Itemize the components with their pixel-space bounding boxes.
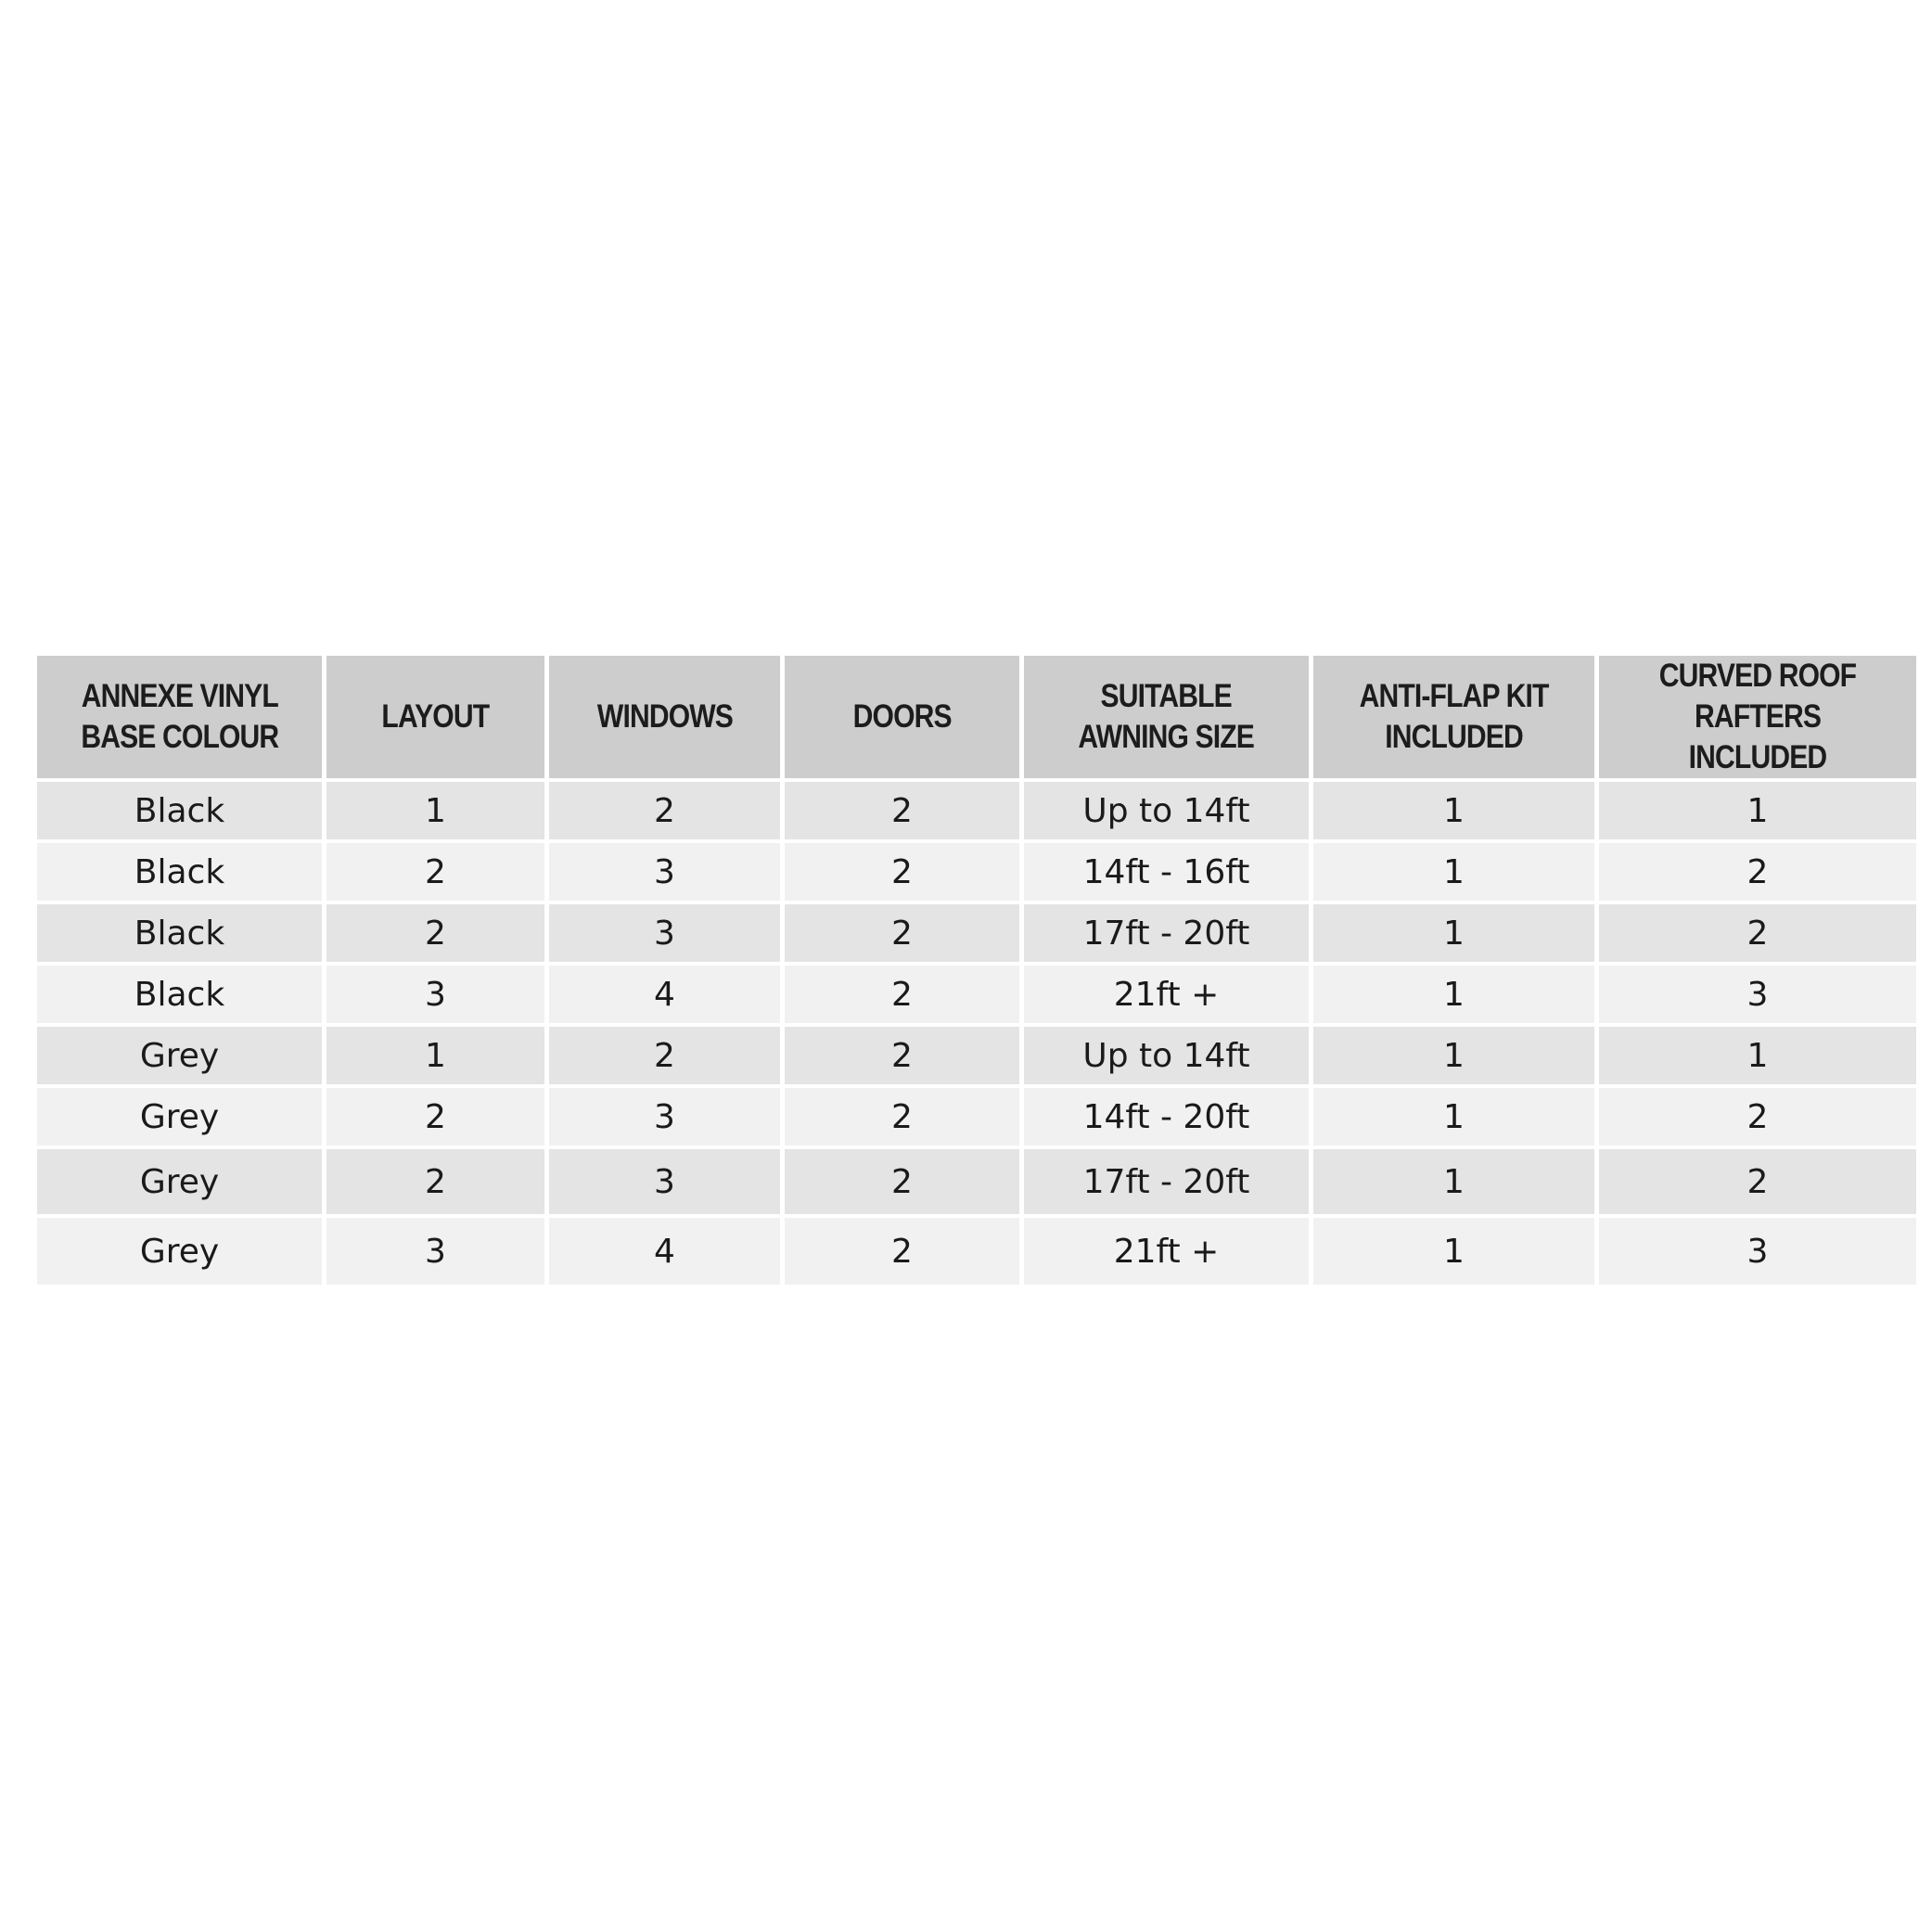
cell-windows: 4 xyxy=(549,966,780,1023)
cell-anti-flap-kit: 1 xyxy=(1313,782,1594,839)
cell-anti-flap-kit: 1 xyxy=(1313,1088,1594,1145)
cell-windows: 3 xyxy=(549,1149,780,1214)
cell-windows: 3 xyxy=(549,843,780,901)
table-row xyxy=(37,1149,1916,1214)
cell-curved-roof-rafters: 2 xyxy=(1599,1088,1916,1145)
cell-layout: 3 xyxy=(326,966,544,1023)
cell-base-colour: Black xyxy=(37,843,322,901)
cell-base-colour: Black xyxy=(37,966,322,1023)
cell-layout: 1 xyxy=(326,782,544,839)
cell-doors: 2 xyxy=(785,966,1019,1023)
spec-table xyxy=(32,652,1921,1288)
table-row xyxy=(37,782,1916,839)
cell-anti-flap-kit: 1 xyxy=(1313,904,1594,962)
cell-awning-size: Up to 14ft xyxy=(1024,782,1309,839)
cell-curved-roof-rafters: 1 xyxy=(1599,1027,1916,1084)
cell-doors: 2 xyxy=(785,843,1019,901)
cell-curved-roof-rafters: 3 xyxy=(1599,966,1916,1023)
cell-doors: 2 xyxy=(785,1218,1019,1285)
cell-anti-flap-kit: 1 xyxy=(1313,1027,1594,1084)
cell-awning-size: 17ft - 20ft xyxy=(1024,1149,1309,1214)
header-anti-flap-kit: ANTI-FLAP KIT INCLUDED xyxy=(1313,656,1594,778)
cell-curved-roof-rafters: 2 xyxy=(1599,1149,1916,1214)
cell-windows: 2 xyxy=(549,1027,780,1084)
cell-layout: 2 xyxy=(326,1149,544,1214)
cell-awning-size: 17ft - 20ft xyxy=(1024,904,1309,962)
cell-anti-flap-kit: 1 xyxy=(1313,966,1594,1023)
table-row xyxy=(37,904,1916,962)
header-base-colour: ANNEXE VINYL BASE COLOUR xyxy=(37,656,322,778)
cell-windows: 3 xyxy=(549,1088,780,1145)
header-awning-size: SUITABLE AWNING SIZE xyxy=(1024,656,1309,778)
cell-windows: 2 xyxy=(549,782,780,839)
header-windows: WINDOWS xyxy=(549,656,780,778)
cell-awning-size: 21ft + xyxy=(1024,966,1309,1023)
cell-curved-roof-rafters: 2 xyxy=(1599,904,1916,962)
header-doors: DOORS xyxy=(785,656,1019,778)
cell-awning-size: 21ft + xyxy=(1024,1218,1309,1285)
cell-awning-size: 14ft - 20ft xyxy=(1024,1088,1309,1145)
table-row xyxy=(37,843,1916,901)
cell-curved-roof-rafters: 1 xyxy=(1599,782,1916,839)
cell-layout: 1 xyxy=(326,1027,544,1084)
table-row xyxy=(37,1218,1916,1285)
cell-doors: 2 xyxy=(785,1027,1019,1084)
cell-awning-size: Up to 14ft xyxy=(1024,1027,1309,1084)
header-curved-roof-rafters: CURVED ROOF RAFTERS INCLUDED xyxy=(1599,656,1916,778)
cell-layout: 2 xyxy=(326,1088,544,1145)
cell-doors: 2 xyxy=(785,904,1019,962)
cell-layout: 2 xyxy=(326,843,544,901)
cell-curved-roof-rafters: 3 xyxy=(1599,1218,1916,1285)
cell-base-colour: Black xyxy=(37,904,322,962)
cell-curved-roof-rafters: 2 xyxy=(1599,843,1916,901)
cell-doors: 2 xyxy=(785,1088,1019,1145)
cell-base-colour: Grey xyxy=(37,1218,322,1285)
table-row xyxy=(37,1088,1916,1145)
cell-base-colour: Black xyxy=(37,782,322,839)
cell-layout: 2 xyxy=(326,904,544,962)
table-row xyxy=(37,1027,1916,1084)
cell-doors: 2 xyxy=(785,782,1019,839)
cell-anti-flap-kit: 1 xyxy=(1313,1149,1594,1214)
cell-windows: 4 xyxy=(549,1218,780,1285)
cell-doors: 2 xyxy=(785,1149,1019,1214)
cell-base-colour: Grey xyxy=(37,1088,322,1145)
header-layout: LAYOUT xyxy=(326,656,544,778)
cell-layout: 3 xyxy=(326,1218,544,1285)
cell-windows: 3 xyxy=(549,904,780,962)
table-row xyxy=(37,966,1916,1023)
cell-anti-flap-kit: 1 xyxy=(1313,843,1594,901)
cell-base-colour: Grey xyxy=(37,1027,322,1084)
cell-awning-size: 14ft - 16ft xyxy=(1024,843,1309,901)
cell-base-colour: Grey xyxy=(37,1149,322,1214)
cell-anti-flap-kit: 1 xyxy=(1313,1218,1594,1285)
header-row xyxy=(37,656,1916,778)
